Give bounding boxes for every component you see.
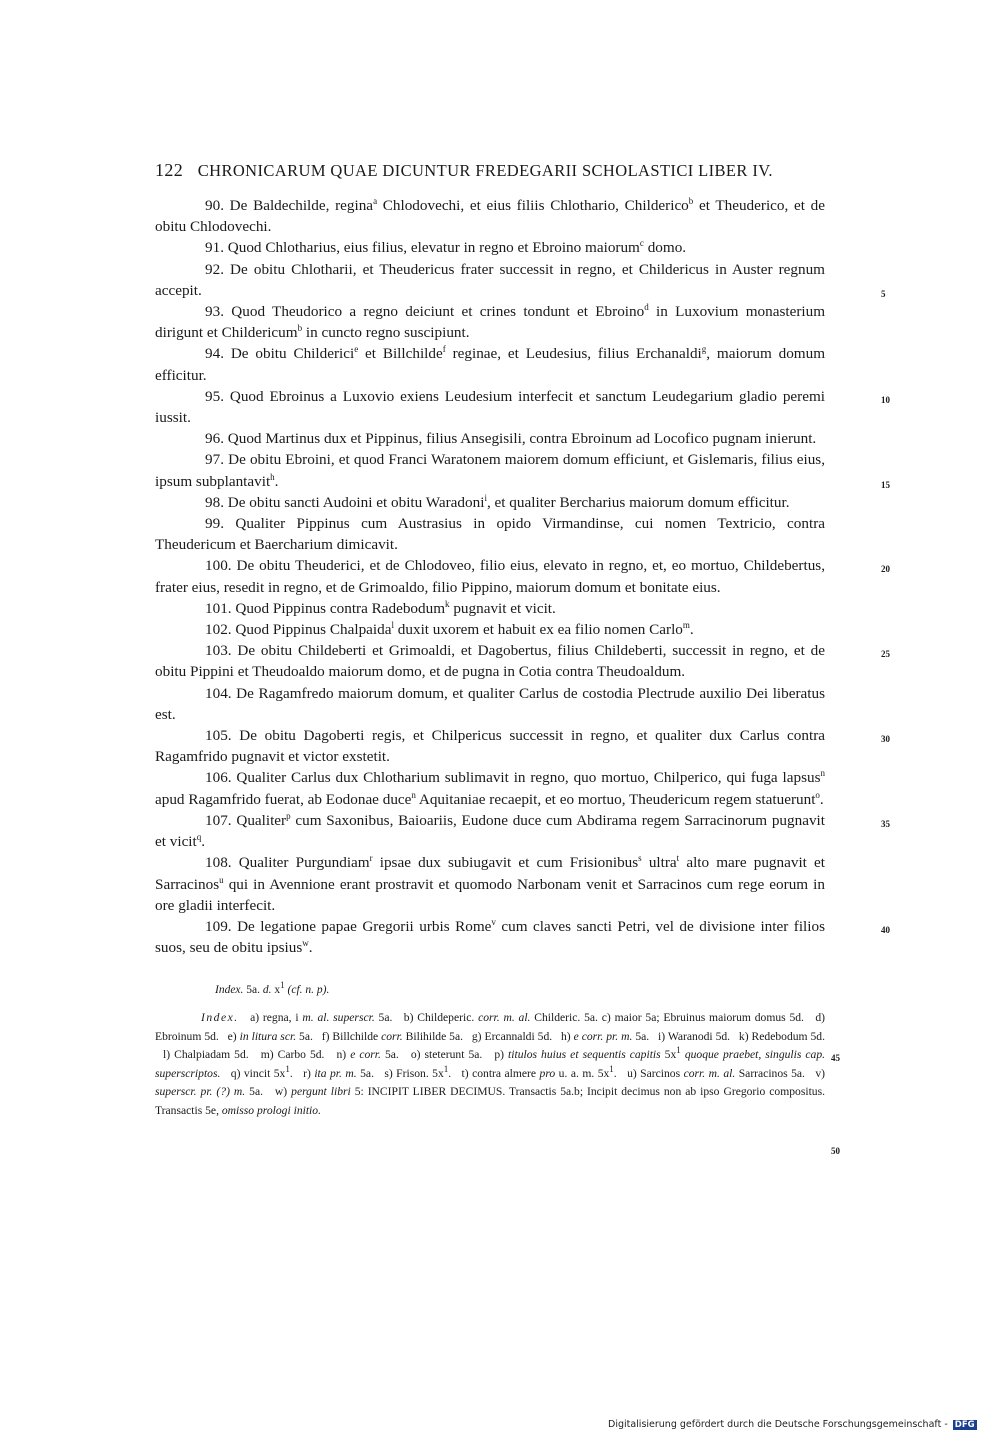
dfg-logo: DFG: [954, 1420, 975, 1430]
line-number: 20: [881, 564, 890, 575]
line-number: 30: [881, 734, 890, 745]
chapter-entry: 94. De obitu Childerici$^e$ et Billchilde$^f$ reginae, et Leudesius, filius Erchanaldi$^g$, maiorum domum efficitur.: [155, 344, 826, 384]
apparatus-label: Index.: [201, 1011, 239, 1025]
chapter-entry: 98. De obitu sancti Audoini et obitu Waradoni$^i$, et qualiter Bercharius maiorum domum efficitur.: [205, 492, 790, 511]
page-body: [155, 160, 890, 1156]
line-number: 5: [881, 288, 886, 299]
page-number: 122: [155, 160, 184, 180]
chapter-entry: 109. De legatione papae Gregorii urbis Rome$^v$ cum claves sancti Petri, vel de divisione inter filios suos, seu de obitu ipsius$^w$. 40: [155, 916, 890, 957]
chapter-entry: 93. Quod Theudorico a regno deiciunt et crines tondunt et Ebroino$^d$ in Luxovium monasterium dirigunt et Childericum$^b$ in cuncto regno suscipiunt.: [155, 301, 826, 342]
chapter-entry: 92. De obitu Chlotharii, et Theudericus frater successit in regno, et Childericus in Auster regnum accepit. 5: [155, 259, 825, 301]
running-title: CHRONICARUM QUAE DICUNTUR FREDEGARII SCHOLASTICI LIBER IV.: [197, 161, 773, 180]
chapter-entry: 99. Qualiter Pippinus cum Austrasius in opido Virmandinse, cui nomen Textricio, contra Theudericum et Baercharium dimicavit.: [155, 515, 825, 554]
running-header: [155, 160, 825, 181]
chapter-entry: 102. Quod Pippinus Chalpaida$^l$ duxit uxorem et habuit ex ea filio nomen Carlo$^m$.: [205, 620, 694, 639]
critical-apparatus: Index. a) regna, i m. al. superscr. 5a. b) Childeperic. corr. m. al. Childeric. 5a. c) maior 5a; Ebruinus maiorum domus 5d. d) Ebroinum 5d. e) in litura scr. 5a. f) Billchilde corr. Bilihilde 5a. g) Ercannaldi 5d. h) e corr. pr. m. 5a. i) Waranodi 5d. k) Redebodum 5d. l) Chalpiadam 5d. m) Carbo 5d. n) e corr. 5a. o) steterunt 5a. p) titulos huius et sequentis capitis $5x^1$ quoque praebet, singulis cap. superscriptos. q) vincit $5x^1$. r) ita pr. m. 5a. s) Frison. $5x^1$. t) contra almere pro u. a. m. $5x^1$. u) Sarcinos corr. m. al. Sarracinos 5a. v) superscr. pr. (?) m. 5a. w) pergunt libri 5: INCIPIT LIBER DECIMUS. Transactis 5a.b; Incipit decimus non ab ipso Gregorio compositus. Transactis 5e, omisso prologi initio. 45 50: [155, 1009, 825, 1120]
chapter-entry: 105. De obitu Dagoberti regis, et Chilpericus successit in regno, et qualiter dux Carlus contra Ragamfrido pugnavit et victor exstetit. 30: [155, 727, 890, 766]
chapter-entry: 95. Quod Ebroinus a Luxovio exiens Leudesium interfecit et sanctum Leudegarium gladio peremi iussit. 10: [155, 387, 890, 427]
chapter-entry: 107. Qualiter$^p$ cum Saxonibus, Baioariis, Eudone duce cum Abdirama regem Sarracinorum pugnavit et vicit$^q$. 35: [155, 810, 890, 851]
footer-text: Digitalisierung gefördert durch die Deutsche Forschungsgemeinschaft -: [608, 1419, 948, 1430]
line-number: 15: [881, 479, 890, 490]
line-number: 25: [881, 649, 890, 660]
chapter-entry: 100. De obitu Theuderici, et de Chlodoveo, filio eius, elevato in regno, et, eo mortuo, Childebertus, frater eius, resedit in regno, et de Grimoaldo, filio Pippino, maiorum domum et bonitate eius. 20: [155, 557, 890, 596]
chapter-entry: 103. De obitu Childeberti et Grimoaldi, et Dagobertus, filius Childeberti, successit in regno, et de obitu Pippini et Theudoaldo maiorum domo, et de pugna in Cotia contra Theudoaldum. 25: [155, 642, 890, 681]
chapter-entry: 96. Quod Martinus dux et Pippinus, filius Ansegisili, contra Ebroinum ad Locofico pugnam inierunt.: [205, 430, 817, 448]
chapter-entry: 106. Qualiter Carlus dux Chlotharium sublimavit in regno, quo mortuo, Chilperico, qui fuga lapsus$^n$ apud Ragamfrido fuerat, ab Eodonae duce$^n$ Aquitaniae recaepit, et eo mortuo, Theudericum regem statuerunt$^o$.: [155, 768, 825, 808]
chapter-entry: 91. Quod Chlotharius, eius filius, elevatur in regno et Ebroino maiorum$^c$ domo.: [205, 238, 687, 257]
line-number: 50: [831, 1145, 840, 1156]
chapter-entry: 104. De Ragamfredo maiorum domum, et qualiter Carlus de costodia Plectrude auxilio Dei liberatus est.: [155, 684, 825, 723]
chapter-entry: 108. Qualiter Purgundiam$^r$ ipsae dux subiugavit et cum Frisionibus$^s$ ultra$^t$ alto mare pugnavit et Sarracinos$^u$ qui in Avennione erant prostravit et quomodo Narbonam venit et Sarracinos cum rege eorum in ore gladii interfecit.: [155, 853, 825, 914]
line-number: 40: [881, 924, 890, 935]
chapter-list: [155, 195, 890, 958]
chapter-entry: 101. Quod Pippinus contra Radebodum$^k$ pugnavit et vicit.: [205, 598, 556, 617]
line-number: 10: [881, 394, 890, 405]
index-note: Index. 5a. d. $x^1$ (cf. n. p).: [215, 980, 330, 997]
line-number: 45: [831, 1053, 840, 1064]
footer-credit: [608, 1419, 977, 1430]
chapter-entry: 90. De Baldechilde, regina$^a$ Chlodovechi, et eius filiis Chlothario, Childerico$^b$ et Theuderico, et de obitu Chlodovechi.: [155, 195, 825, 236]
line-number: 35: [881, 818, 890, 829]
chapter-entry: 97. De obitu Ebroini, et quod Franci Waratonem maiorem domum efficiunt, et Gislemaris, filius eius, ipsum subplantavit$^h$. 15: [155, 449, 825, 491]
